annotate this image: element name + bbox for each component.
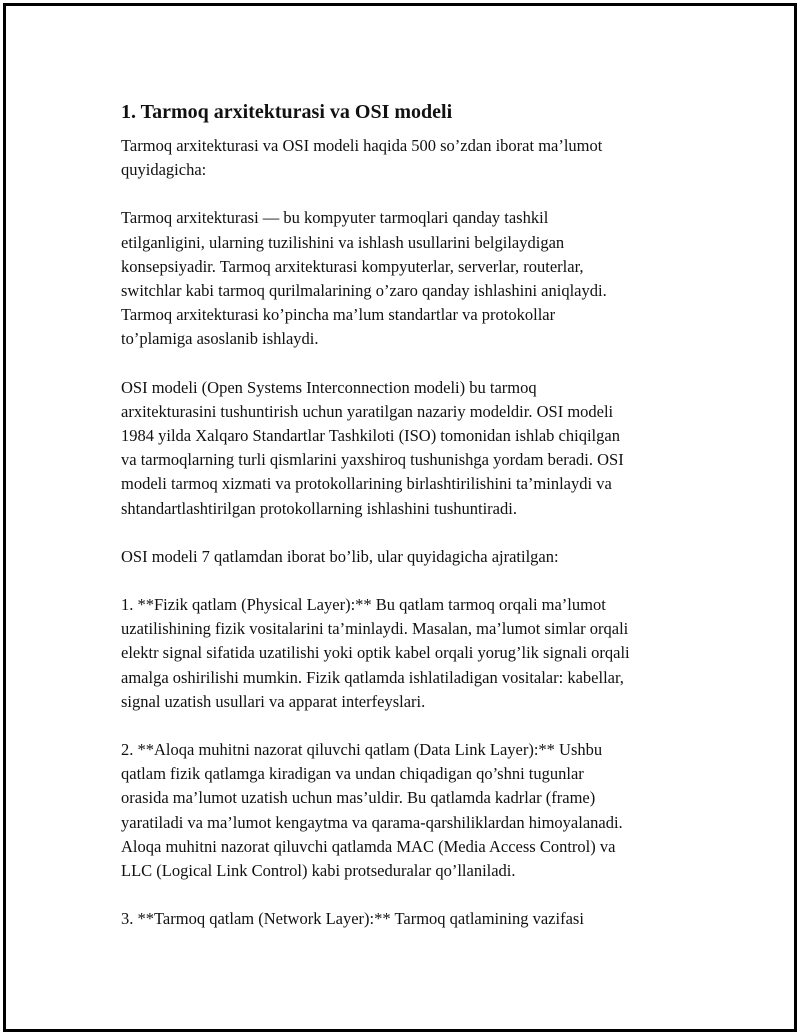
text-line: qatlam fizik qatlamga kiradigan va undan chiqadigan qo’shni tugunlar — [121, 764, 584, 784]
text-line: quyidagicha: — [121, 160, 207, 180]
text-line: 1. **Fizik qatlam (Physical Layer):** Bu qatlam tarmoq orqali ma’lumot — [121, 595, 606, 615]
text-line: 1984 yilda Xalqaro Standartlar Tashkiloti (ISO) tomonidan ishlab chiqilgan — [121, 426, 620, 446]
text-line: Tarmoq arxitekturasi — bu kompyuter tarmoqlari qanday tashkil — [121, 208, 549, 228]
text-line: yaratiladi va ma’lumot kengaytma va qarama-qarshiliklardan himoyalanadi. — [121, 812, 623, 832]
text-line: uzatilishining fizik vositalarini ta’minlaydi. Masalan, ma’lumot simlar orqali — [121, 619, 629, 639]
text-line: Tarmoq arxitekturasi ko’pincha ma’lum standartlar va protokollar — [121, 305, 556, 325]
text-line: va tarmoqlarning turli qismlarini yaxshiroq tushunishga yordam beradi. OSI — [121, 450, 624, 470]
paragraph — [121, 206, 686, 351]
paragraph — [121, 738, 686, 883]
paragraph — [121, 907, 686, 931]
text-line: LLC (Logical Link Control) kabi protseduralar qo’llaniladi. — [121, 861, 516, 881]
paragraph — [121, 134, 686, 182]
text-line: Tarmoq arxitekturasi va OSI modeli haqida 500 so’zdan iborat ma’lumot — [121, 136, 603, 155]
document-body — [121, 98, 686, 955]
paragraph — [121, 545, 686, 569]
text-line: OSI modeli (Open Systems Interconnection modeli) bu tarmoq — [121, 377, 537, 397]
text-line: 3. **Tarmoq qatlam (Network Layer):** Tarmoq qatlamining vazifasi — [121, 909, 584, 929]
text-line: signal uzatish usullari va apparat interfeyslari. — [121, 691, 426, 711]
paragraph-list — [121, 134, 686, 931]
paragraph — [121, 376, 686, 521]
text-line: switchlar kabi tarmoq qurilmalarining o’zaro qanday ishlashini aniqlaydi. — [121, 281, 607, 301]
text-line: modeli tarmoq xizmati va protokollarining birlashtirilishini ta’minlaydi va — [121, 474, 612, 494]
text-line: shtandartlashtirilgan protokollarning ishlashini tushuntiradi. — [121, 498, 517, 518]
text-line: OSI modeli 7 qatlamdan iborat bo’lib, ular quyidagicha ajratilgan: — [121, 546, 559, 566]
page-frame — [3, 3, 797, 1032]
text-line: orasida ma’lumot uzatish uchun mas’uldir. Bu qatlamda kadrlar (frame) — [121, 788, 596, 808]
text-line: Aloqa muhitni nazorat qiluvchi qatlamda MAC (Media Access Control) va — [121, 836, 616, 856]
section-heading: 1. Tarmoq arxitekturasi va OSI modeli — [121, 101, 453, 123]
text-line: arxitekturasini tushuntirish uchun yaratilgan nazariy modeldir. OSI modeli — [121, 401, 614, 421]
text-line: elektr signal sifatida uzatilishi yoki optik kabel orqali yorug’lik signali orqali — [121, 643, 630, 663]
text-line: 2. **Aloqa muhitni nazorat qiluvchi qatlam (Data Link Layer):** Ushbu — [121, 740, 603, 760]
text-line: amalga oshirilishi mumkin. Fizik qatlamda ishlatiladigan vositalar: kabellar, — [121, 667, 624, 687]
text-line: to’plamiga asoslanib ishlaydi. — [121, 329, 319, 349]
text-line: konsepsiyadir. Tarmoq arxitekturasi kompyuterlar, serverlar, routerlar, — [121, 256, 584, 276]
paragraph — [121, 593, 686, 714]
text-line: etilganligini, ularning tuzilishini va ishlash usullarini belgilaydigan — [121, 232, 565, 252]
